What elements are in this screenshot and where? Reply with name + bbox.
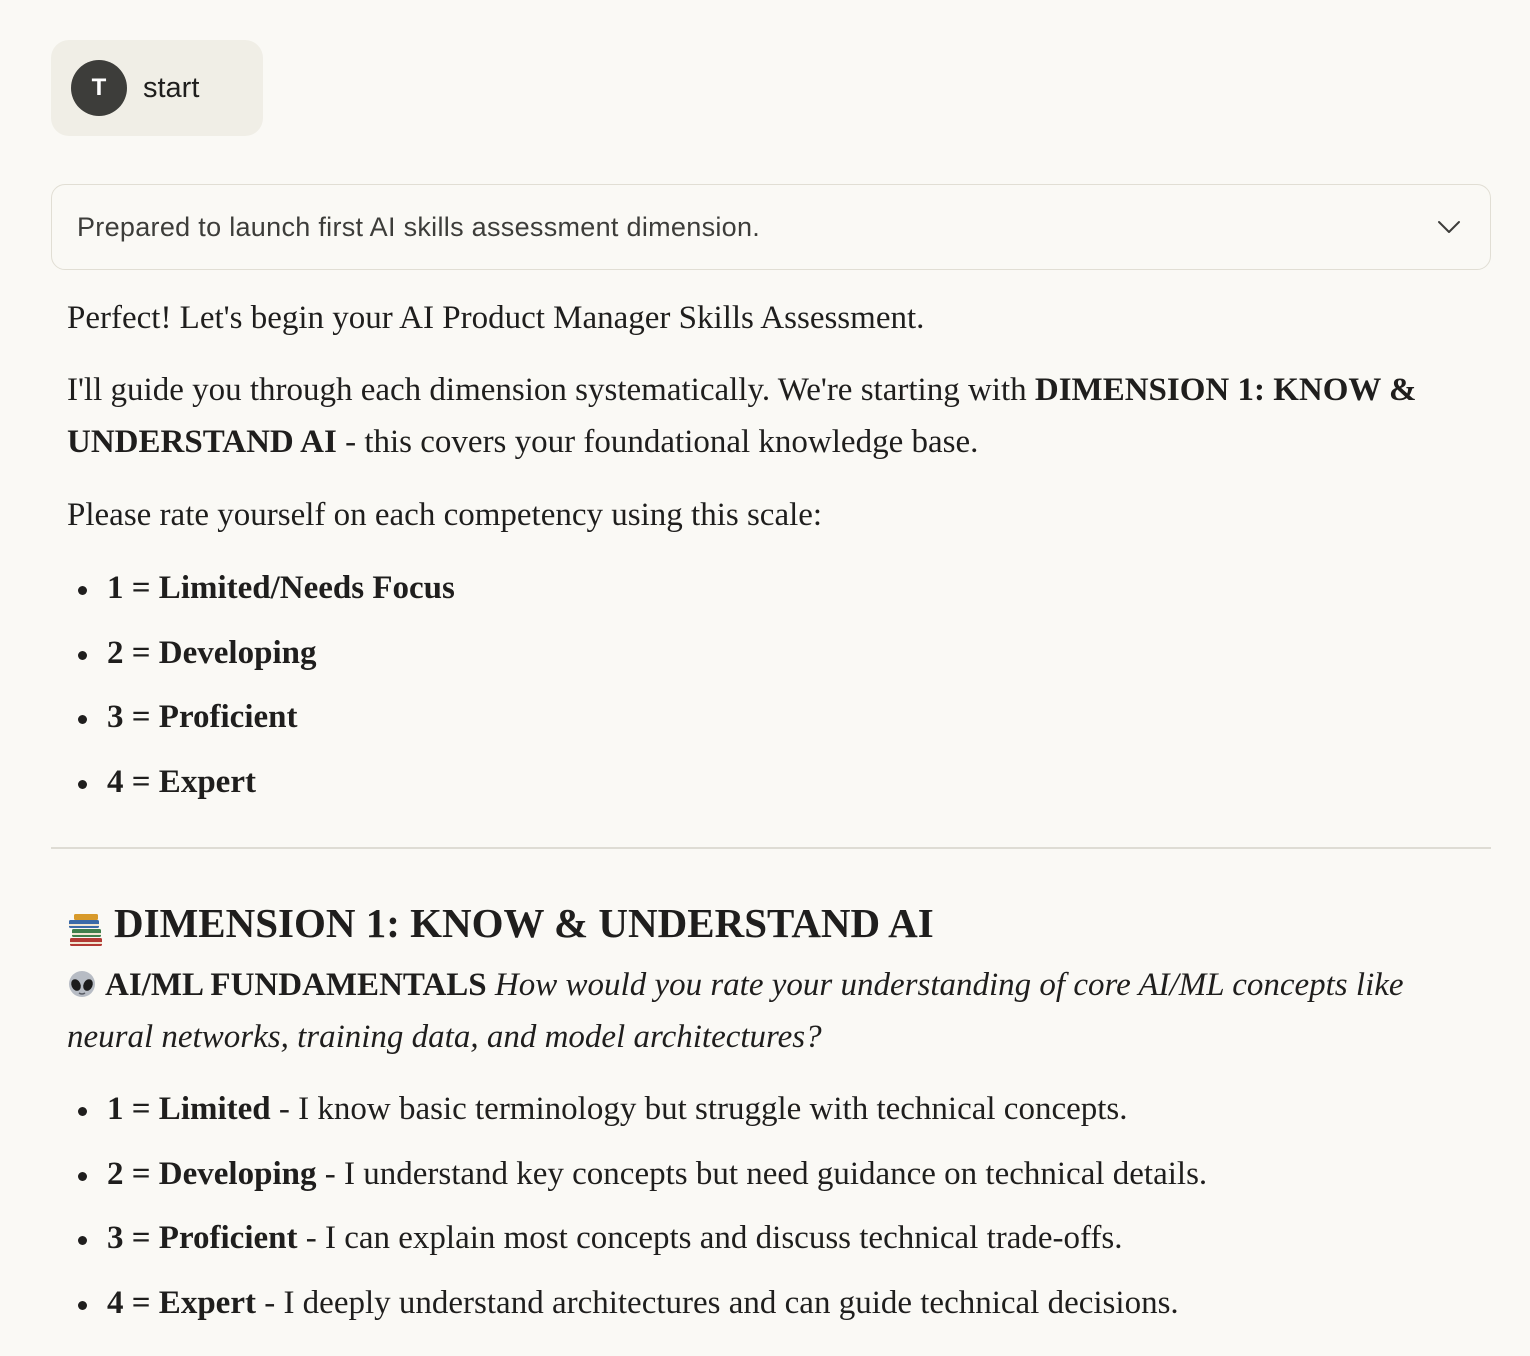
level-descriptions-list xyxy=(67,1083,1477,1329)
horizontal-divider xyxy=(51,847,1491,849)
level-description: - I know basic terminology but struggle with technical concepts. xyxy=(270,1091,1128,1127)
thinking-summary-toggle[interactable] xyxy=(51,184,1491,270)
list-item xyxy=(67,1083,1477,1135)
guide-bold: DIMENSION 1: KNOW & UNDERSTAND AI xyxy=(67,372,1417,460)
rate-prompt: Please rate yourself on each competency using this scale: xyxy=(67,497,823,533)
user-message-text: start xyxy=(143,71,200,104)
level-description: - I can explain most concepts and discuss technical trade-offs. xyxy=(297,1220,1123,1256)
question-title: AI/ML FUNDAMENTALS xyxy=(105,967,487,1003)
thinking-summary-text: Prepared to launch first AI skills assessment dimension. xyxy=(77,211,761,242)
alien-emoji-icon xyxy=(67,963,97,991)
level-label: 2 = Developing xyxy=(107,1155,317,1192)
list-item: 3 = Proficient xyxy=(67,691,1477,743)
list-item: 2 = Developing xyxy=(67,627,1477,679)
dimension-heading xyxy=(67,893,1477,953)
list-item xyxy=(67,1277,1477,1329)
guide-suffix: - this covers your foundational knowledge base. xyxy=(336,424,979,460)
level-description: - I deeply understand architectures and can guide technical decisions. xyxy=(255,1284,1179,1321)
list-item xyxy=(67,1212,1477,1264)
level-description: - I understand key concepts but need guidance on technical details. xyxy=(316,1155,1208,1192)
books-emoji-icon xyxy=(67,905,105,941)
question-text: How would you rate your understanding of core AI/ML concepts like neural networks, training data, and model architectures? xyxy=(67,967,1404,1055)
assistant-response xyxy=(67,292,1477,820)
user-message-bubble xyxy=(51,40,263,136)
list-item: 4 = Expert xyxy=(67,756,1477,808)
level-label: 3 = Proficient xyxy=(107,1220,298,1256)
avatar[interactable]: T xyxy=(71,60,127,116)
question-paragraph xyxy=(67,959,1477,1063)
level-label: 1 = Limited xyxy=(107,1091,271,1127)
dimension-heading-text: DIMENSION 1: KNOW & UNDERSTAND AI xyxy=(114,900,934,946)
chevron-down-icon[interactable] xyxy=(1436,214,1462,240)
list-item xyxy=(67,1148,1477,1200)
dimension-section xyxy=(67,893,1477,1341)
rating-scale-list xyxy=(67,562,1477,808)
guide-prefix: I'll guide you through each dimension systematically. We're starting with xyxy=(67,372,1035,408)
level-label: 4 = Expert xyxy=(107,1284,256,1321)
list-item: 1 = Limited/Needs Focus xyxy=(67,562,1477,614)
guide-paragraph xyxy=(67,364,1477,468)
intro-paragraph: Perfect! Let's begin your AI Product Manager Skills Assessment. xyxy=(67,300,925,336)
